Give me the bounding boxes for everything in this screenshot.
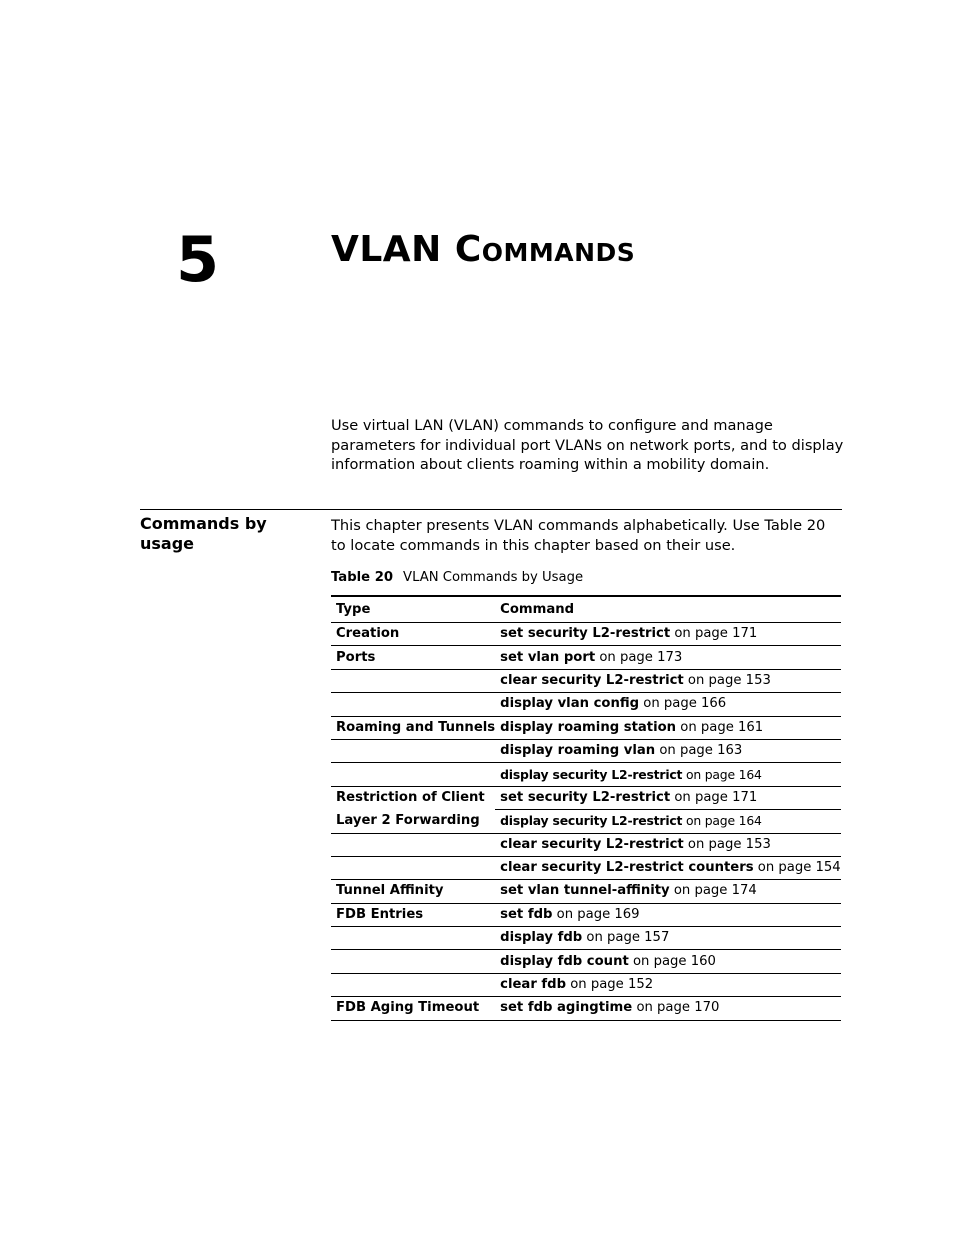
command-cell	[495, 833, 841, 856]
page-reference: on page 153	[683, 672, 771, 688]
table-row	[331, 903, 841, 926]
page-reference: on page 164	[682, 766, 762, 782]
command-name: display fdb	[500, 930, 583, 946]
command-cell	[495, 856, 841, 879]
command-cell	[495, 623, 841, 646]
table-caption-label: Table 20	[331, 570, 394, 585]
command-name: clear security L2-restrict counters	[500, 860, 754, 876]
table-row	[331, 997, 841, 1020]
command-cell	[495, 810, 841, 833]
table-row	[331, 810, 841, 833]
table-row	[331, 833, 841, 856]
type-cell	[331, 927, 495, 950]
page-reference: on page 154	[753, 860, 841, 876]
command-name: set fdb agingtime	[500, 1000, 633, 1016]
command-name: set fdb	[500, 906, 553, 922]
command-name: display vlan config	[500, 696, 640, 712]
page-reference: on page 173	[595, 649, 683, 665]
command-cell	[495, 927, 841, 950]
type-cell	[331, 693, 495, 716]
command-cell	[495, 739, 841, 762]
command-name: clear security L2-restrict	[500, 836, 684, 852]
table-row	[331, 669, 841, 692]
command-name: clear security L2-restrict	[500, 672, 684, 688]
table-caption-text: VLAN Commands by Usage	[403, 570, 584, 585]
type-cell: Roaming and Tunnels	[336, 719, 496, 735]
type-cell	[331, 833, 495, 856]
page-reference: on page 169	[552, 906, 640, 922]
page-reference: on page 170	[632, 1000, 720, 1016]
command-name: set security L2-restrict	[500, 789, 671, 805]
command-cell	[495, 693, 841, 716]
page-reference: on page 171	[670, 626, 758, 642]
table-row	[331, 763, 841, 786]
type-cell	[331, 856, 495, 879]
page-reference: on page 163	[655, 743, 743, 759]
command-cell	[495, 716, 841, 739]
table-row	[331, 693, 841, 716]
type-cell: FDB Entries	[336, 906, 424, 922]
command-name: set security L2-restrict	[500, 626, 671, 642]
command-name: display roaming station	[500, 719, 677, 735]
type-cell: Layer 2 Forwarding	[336, 813, 480, 829]
type-cell	[331, 669, 495, 692]
table-row	[331, 950, 841, 973]
type-cell: Ports	[336, 649, 376, 665]
type-cell	[331, 763, 495, 786]
command-name: clear fdb	[500, 977, 567, 993]
command-name: set vlan port	[500, 649, 596, 665]
command-name: display security L2-restrict	[500, 766, 683, 782]
page-reference: on page 152	[566, 977, 654, 993]
table-body	[331, 623, 841, 1021]
command-name: display roaming vlan	[500, 743, 656, 759]
table-row	[331, 786, 841, 809]
commands-table	[331, 595, 841, 1021]
table-row	[331, 716, 841, 739]
chapter-number: 5	[176, 223, 219, 296]
command-cell	[495, 903, 841, 926]
type-cell: Tunnel Affinity	[336, 883, 444, 899]
type-cell: Creation	[336, 626, 400, 642]
type-cell	[331, 950, 495, 973]
table-row	[331, 856, 841, 879]
command-cell	[495, 763, 841, 786]
command-cell	[495, 973, 841, 996]
section-divider	[140, 509, 842, 510]
command-cell	[495, 669, 841, 692]
type-cell: Restriction of Client	[336, 790, 485, 806]
table-row	[331, 927, 841, 950]
command-name: set vlan tunnel-affinity	[500, 883, 670, 899]
command-cell	[495, 950, 841, 973]
table-row	[331, 739, 841, 762]
type-cell	[331, 739, 495, 762]
command-cell	[495, 997, 841, 1020]
intro-paragraph: Use virtual LAN (VLAN) commands to configure and manage parameters for individual port VLANs on network ports, and to display information about clients roaming within a mobility domain.	[331, 417, 844, 474]
page-reference: on page 171	[670, 789, 758, 805]
header-type: Type	[336, 601, 371, 617]
table-header-row	[331, 596, 841, 623]
page-reference: on page 157	[582, 930, 670, 946]
table-row	[331, 880, 841, 903]
command-name: display security L2-restrict	[500, 813, 683, 829]
table-row	[331, 973, 841, 996]
command-cell	[495, 786, 841, 809]
page-reference: on page 161	[676, 719, 764, 735]
page-reference: on page 164	[682, 813, 762, 829]
command-cell	[495, 880, 841, 903]
command-cell	[495, 646, 841, 669]
command-name: display fdb count	[500, 953, 629, 969]
table-row	[331, 646, 841, 669]
page-reference: on page 166	[639, 696, 727, 712]
chapter-title: VLAN Commands	[331, 229, 636, 270]
page-reference: on page 174	[669, 883, 757, 899]
type-cell: FDB Aging Timeout	[336, 1000, 480, 1016]
table-caption	[331, 569, 583, 587]
page-reference: on page 153	[683, 836, 771, 852]
page-reference: on page 160	[628, 953, 716, 969]
section-paragraph: This chapter presents VLAN commands alphabetically. Use Table 20 to locate commands in this chapter based on their use.	[331, 517, 826, 554]
type-cell	[331, 973, 495, 996]
table-row	[331, 623, 841, 646]
section-heading: Commands by usage	[140, 514, 267, 553]
header-command: Command	[500, 601, 575, 617]
